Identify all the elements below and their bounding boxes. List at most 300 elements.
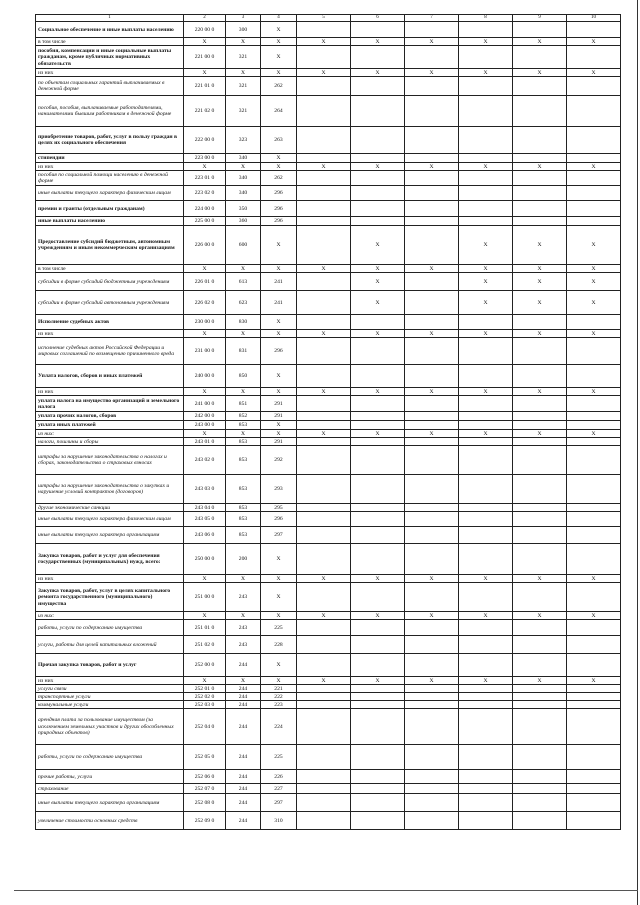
- row-label-cell: из них: [36, 163, 184, 171]
- table-row: [36, 412, 621, 421]
- table-row: [36, 709, 621, 745]
- row-label-cell: транспортные услуги: [36, 693, 184, 701]
- table-cell: [513, 186, 567, 201]
- table-cell: 244: [226, 812, 261, 830]
- table-cell: [405, 620, 459, 636]
- table-cell: 243 05 0: [184, 512, 226, 527]
- table-row: [36, 770, 621, 784]
- table-cell: [459, 583, 513, 612]
- table-cell: 853: [226, 512, 261, 527]
- row-label-cell: из них: [36, 677, 184, 685]
- table-cell: [297, 636, 351, 654]
- table-cell: [351, 784, 405, 794]
- table-row: [36, 612, 621, 620]
- table-cell: [567, 22, 621, 38]
- table-cell: 296: [261, 186, 297, 201]
- table-cell: [351, 812, 405, 830]
- table-cell: [405, 365, 459, 388]
- table-cell: [513, 693, 567, 701]
- page-bottom-line: [14, 890, 638, 891]
- table-cell: [567, 446, 621, 475]
- table-cell: [297, 217, 351, 226]
- header-cell: 9: [513, 15, 567, 22]
- table-cell: 222: [261, 693, 297, 701]
- table-cell: [405, 701, 459, 709]
- table-cell: X: [405, 388, 459, 396]
- table-cell: [567, 770, 621, 784]
- table-cell: [297, 291, 351, 315]
- table-cell: [567, 693, 621, 701]
- table-cell: 297: [261, 794, 297, 812]
- table-cell: [405, 186, 459, 201]
- table-cell: [567, 504, 621, 512]
- table-cell: X: [351, 677, 405, 685]
- row-label-cell: стипендии: [36, 154, 184, 163]
- row-label-cell: страхование: [36, 784, 184, 794]
- table-cell: 853: [226, 504, 261, 512]
- row-label-cell: из них: [36, 575, 184, 583]
- table-cell: [405, 421, 459, 430]
- table-cell: [459, 812, 513, 830]
- table-cell: X: [226, 163, 261, 171]
- table-cell: X: [261, 421, 297, 430]
- table-cell: 243 01 0: [184, 438, 226, 446]
- table-cell: [351, 794, 405, 812]
- table-cell: [513, 794, 567, 812]
- table-cell: [405, 512, 459, 527]
- table-cell: [405, 291, 459, 315]
- table-cell: 244: [226, 770, 261, 784]
- table-cell: X: [405, 163, 459, 171]
- table-cell: [405, 770, 459, 784]
- table-cell: [567, 315, 621, 330]
- table-cell: X: [459, 265, 513, 273]
- table-cell: X: [184, 612, 226, 620]
- table-cell: X: [261, 38, 297, 46]
- table-cell: 296: [261, 338, 297, 365]
- header-cell: 10: [567, 15, 621, 22]
- table-cell: 243: [226, 636, 261, 654]
- table-row: [36, 396, 621, 412]
- table-cell: [513, 217, 567, 226]
- table-cell: X: [405, 330, 459, 338]
- table-cell: X: [459, 273, 513, 291]
- table-cell: [351, 171, 405, 186]
- row-label-cell: пособия по социальной помощи населению в денежной форме: [36, 171, 184, 186]
- table-cell: [567, 421, 621, 430]
- table-cell: 243 02 0: [184, 446, 226, 475]
- table-cell: [513, 475, 567, 504]
- table-cell: 221: [261, 685, 297, 693]
- table-cell: X: [261, 575, 297, 583]
- table-cell: [459, 421, 513, 430]
- header-cell: 7: [405, 15, 459, 22]
- table-cell: 244: [226, 709, 261, 745]
- table-cell: X: [459, 291, 513, 315]
- table-cell: [297, 127, 351, 154]
- table-cell: [513, 636, 567, 654]
- table-cell: 262: [261, 77, 297, 96]
- table-row: [36, 794, 621, 812]
- table-cell: [405, 636, 459, 654]
- table-cell: [297, 396, 351, 412]
- table-cell: X: [261, 22, 297, 38]
- table-cell: [351, 217, 405, 226]
- table-cell: [459, 693, 513, 701]
- table-cell: [513, 685, 567, 693]
- table-cell: [513, 527, 567, 544]
- row-label-cell: из них:: [36, 430, 184, 438]
- row-label-cell: в том числе: [36, 38, 184, 46]
- table-cell: 244: [226, 693, 261, 701]
- table-cell: 244: [226, 701, 261, 709]
- table-cell: [459, 770, 513, 784]
- table-cell: 853: [226, 446, 261, 475]
- table-cell: [405, 583, 459, 612]
- table-row: [36, 338, 621, 365]
- table-row: [36, 226, 621, 265]
- table-cell: [567, 794, 621, 812]
- table-cell: X: [184, 69, 226, 77]
- table-cell: X: [459, 69, 513, 77]
- table-cell: X: [261, 677, 297, 685]
- table-cell: 300: [226, 22, 261, 38]
- table-cell: 226 02 0: [184, 291, 226, 315]
- table-cell: X: [513, 388, 567, 396]
- row-label-cell: услуги, работы для целей капитальных вложений: [36, 636, 184, 654]
- table-cell: [567, 127, 621, 154]
- table-cell: [567, 77, 621, 96]
- table-cell: X: [459, 430, 513, 438]
- table-cell: 226: [261, 770, 297, 784]
- table-cell: [351, 186, 405, 201]
- table-row: [36, 512, 621, 527]
- table-cell: [567, 527, 621, 544]
- table-cell: X: [261, 388, 297, 396]
- table-cell: X: [459, 612, 513, 620]
- table-cell: 225 00 0: [184, 217, 226, 226]
- table-cell: [351, 544, 405, 575]
- table-cell: [459, 365, 513, 388]
- row-label-cell: работы, услуги по содержанию имущества: [36, 620, 184, 636]
- table-row: [36, 544, 621, 575]
- table-cell: [459, 171, 513, 186]
- table-cell: 340: [226, 154, 261, 163]
- table-cell: X: [261, 315, 297, 330]
- row-label-cell: из них: [36, 69, 184, 77]
- table-row: [36, 22, 621, 38]
- table-cell: 295: [261, 504, 297, 512]
- table-cell: 221 01 0: [184, 77, 226, 96]
- table-row: [36, 620, 621, 636]
- table-cell: [297, 583, 351, 612]
- table-cell: [405, 745, 459, 770]
- table-cell: X: [297, 677, 351, 685]
- table-row: [36, 677, 621, 685]
- table-cell: X: [513, 273, 567, 291]
- table-row: [36, 315, 621, 330]
- table-cell: [459, 46, 513, 69]
- table-cell: [567, 46, 621, 69]
- row-label-cell: уплата налога на имущество организаций и земельного налога: [36, 396, 184, 412]
- table-cell: [405, 315, 459, 330]
- table-cell: 291: [261, 412, 297, 421]
- table-cell: [351, 446, 405, 475]
- table-row: [36, 77, 621, 96]
- table-cell: 831: [226, 338, 261, 365]
- table-cell: [405, 338, 459, 365]
- table-cell: [405, 812, 459, 830]
- table-cell: [567, 438, 621, 446]
- table-cell: [351, 396, 405, 412]
- header-cell: 2: [184, 15, 226, 22]
- table-cell: [351, 46, 405, 69]
- table-cell: [459, 620, 513, 636]
- table-cell: X: [567, 38, 621, 46]
- table-cell: 243 06 0: [184, 527, 226, 544]
- table-cell: [567, 201, 621, 217]
- table-cell: [459, 636, 513, 654]
- table-cell: [297, 685, 351, 693]
- table-cell: [513, 127, 567, 154]
- table-cell: X: [261, 46, 297, 69]
- table-cell: X: [405, 575, 459, 583]
- table-cell: [513, 338, 567, 365]
- table-cell: X: [513, 677, 567, 685]
- table-cell: [351, 654, 405, 677]
- table-cell: [567, 154, 621, 163]
- table-row: [36, 273, 621, 291]
- header-cell: 6: [351, 15, 405, 22]
- table-cell: X: [351, 291, 405, 315]
- table-cell: [405, 77, 459, 96]
- table-cell: [459, 794, 513, 812]
- table-cell: [297, 544, 351, 575]
- row-label-cell: субсидии в форме субсидий автономным учреждениям: [36, 291, 184, 315]
- table-cell: X: [351, 388, 405, 396]
- table-row: [36, 265, 621, 273]
- table-cell: 241: [261, 273, 297, 291]
- table-row: [36, 217, 621, 226]
- table-cell: [459, 412, 513, 421]
- table-cell: 244: [226, 654, 261, 677]
- table-cell: 264: [261, 96, 297, 127]
- table-cell: [459, 446, 513, 475]
- table-cell: [567, 745, 621, 770]
- table-cell: X: [405, 430, 459, 438]
- table-cell: X: [567, 69, 621, 77]
- table-cell: [405, 794, 459, 812]
- table-cell: [459, 338, 513, 365]
- table-cell: [459, 22, 513, 38]
- table-cell: 623: [226, 291, 261, 315]
- table-cell: [297, 201, 351, 217]
- table-cell: [297, 365, 351, 388]
- table-cell: [297, 77, 351, 96]
- header-cell: 3: [226, 15, 261, 22]
- table-cell: X: [226, 575, 261, 583]
- table-cell: X: [567, 163, 621, 171]
- table-cell: X: [513, 575, 567, 583]
- table-cell: X: [226, 330, 261, 338]
- table-cell: X: [351, 38, 405, 46]
- table-row: [36, 438, 621, 446]
- table-row: [36, 527, 621, 544]
- table-cell: X: [297, 265, 351, 273]
- table-cell: [351, 701, 405, 709]
- table-row: [36, 186, 621, 201]
- table-cell: [297, 475, 351, 504]
- table-cell: X: [567, 226, 621, 265]
- table-cell: 226 00 0: [184, 226, 226, 265]
- row-label-cell: пособия, компенсации и иные социальные выплаты гражданам, кроме публичных нормативных обязательств: [36, 46, 184, 69]
- table-cell: 252 04 0: [184, 709, 226, 745]
- table-cell: 226 01 0: [184, 273, 226, 291]
- table-cell: [405, 709, 459, 745]
- table-cell: X: [459, 388, 513, 396]
- table-cell: [405, 544, 459, 575]
- row-label-cell: штрафы за нарушение законодательства о налогах и сборах, законодательства о страховых взносах: [36, 446, 184, 475]
- table-cell: 243: [226, 620, 261, 636]
- table-cell: 243 03 0: [184, 475, 226, 504]
- table-cell: 221 02 0: [184, 96, 226, 127]
- table-cell: 223 00 0: [184, 154, 226, 163]
- table-cell: X: [567, 612, 621, 620]
- row-label-cell: Социальное обеспечение и иные выплаты населению: [36, 22, 184, 38]
- table-cell: [297, 654, 351, 677]
- table-cell: X: [297, 38, 351, 46]
- table-cell: X: [459, 677, 513, 685]
- table-cell: [567, 171, 621, 186]
- table-cell: X: [297, 575, 351, 583]
- table-cell: X: [567, 265, 621, 273]
- table-cell: [459, 512, 513, 527]
- table-cell: [513, 365, 567, 388]
- table-cell: [459, 217, 513, 226]
- table-row: [36, 38, 621, 46]
- table-cell: [513, 620, 567, 636]
- table-cell: [567, 412, 621, 421]
- table-cell: 321: [226, 77, 261, 96]
- row-label-cell: Предоставление субсидий бюджетным, автономным учреждениям и иным некоммерческим организациям: [36, 226, 184, 265]
- table-cell: X: [567, 273, 621, 291]
- table-cell: 242 00 0: [184, 412, 226, 421]
- table-cell: [405, 273, 459, 291]
- row-label-cell: прочие работы, услуги: [36, 770, 184, 784]
- table-cell: [297, 421, 351, 430]
- table-cell: [351, 512, 405, 527]
- table-cell: [297, 273, 351, 291]
- table-cell: [297, 96, 351, 127]
- table-cell: [351, 475, 405, 504]
- table-cell: [351, 685, 405, 693]
- table-row: [36, 784, 621, 794]
- table-cell: [405, 475, 459, 504]
- table-cell: 251 00 0: [184, 583, 226, 612]
- table-cell: X: [261, 330, 297, 338]
- table-cell: [351, 527, 405, 544]
- table-row: [36, 583, 621, 612]
- table-cell: 221 00 0: [184, 46, 226, 69]
- table-row: [36, 330, 621, 338]
- table-cell: [513, 709, 567, 745]
- table-cell: X: [405, 677, 459, 685]
- table-cell: [513, 201, 567, 217]
- table-cell: [351, 96, 405, 127]
- table-cell: [297, 438, 351, 446]
- table-cell: 613: [226, 273, 261, 291]
- table-cell: X: [459, 575, 513, 583]
- table-cell: [297, 620, 351, 636]
- table-cell: [459, 127, 513, 154]
- table-cell: 296: [261, 217, 297, 226]
- table-row: [36, 69, 621, 77]
- table-cell: X: [567, 388, 621, 396]
- table-cell: 244: [226, 745, 261, 770]
- table-cell: [351, 693, 405, 701]
- table-cell: [459, 527, 513, 544]
- table-cell: [405, 396, 459, 412]
- table-cell: [297, 693, 351, 701]
- row-label-cell: услуги связи: [36, 685, 184, 693]
- table-cell: X: [513, 38, 567, 46]
- table-row: [36, 701, 621, 709]
- table-cell: X: [351, 273, 405, 291]
- table-cell: 321: [226, 46, 261, 69]
- table-cell: X: [405, 38, 459, 46]
- table-cell: [297, 154, 351, 163]
- table-cell: X: [261, 544, 297, 575]
- table-cell: [297, 512, 351, 527]
- table-cell: 241 00 0: [184, 396, 226, 412]
- table-cell: 252 08 0: [184, 794, 226, 812]
- table-cell: X: [226, 388, 261, 396]
- table-cell: 200: [226, 544, 261, 575]
- table-cell: 853: [226, 438, 261, 446]
- row-label-cell: из них:: [36, 612, 184, 620]
- table-cell: [459, 201, 513, 217]
- table-cell: [297, 770, 351, 784]
- table-cell: [297, 701, 351, 709]
- table-cell: 321: [226, 96, 261, 127]
- table-cell: X: [351, 163, 405, 171]
- table-cell: [567, 685, 621, 693]
- table-cell: 250 00 0: [184, 544, 226, 575]
- table-cell: X: [351, 612, 405, 620]
- table-cell: X: [184, 38, 226, 46]
- table-row: [36, 430, 621, 438]
- table-cell: [567, 701, 621, 709]
- table-cell: [567, 784, 621, 794]
- header-cell: 1: [36, 15, 184, 22]
- table-cell: [351, 583, 405, 612]
- table-cell: [513, 504, 567, 512]
- table-cell: 252 06 0: [184, 770, 226, 784]
- table-cell: [567, 812, 621, 830]
- table-cell: [297, 527, 351, 544]
- table-cell: [513, 512, 567, 527]
- table-cell: X: [261, 365, 297, 388]
- table-cell: [351, 365, 405, 388]
- table-cell: [513, 446, 567, 475]
- table-cell: 296: [261, 201, 297, 217]
- table-cell: X: [405, 612, 459, 620]
- table-body: [36, 22, 621, 830]
- row-label-cell: исполнение судебных актов Российской Федерации и мировых соглашений по возмещению причиненного вреда: [36, 338, 184, 365]
- table-row: [36, 446, 621, 475]
- table-cell: X: [351, 69, 405, 77]
- table-cell: [297, 338, 351, 365]
